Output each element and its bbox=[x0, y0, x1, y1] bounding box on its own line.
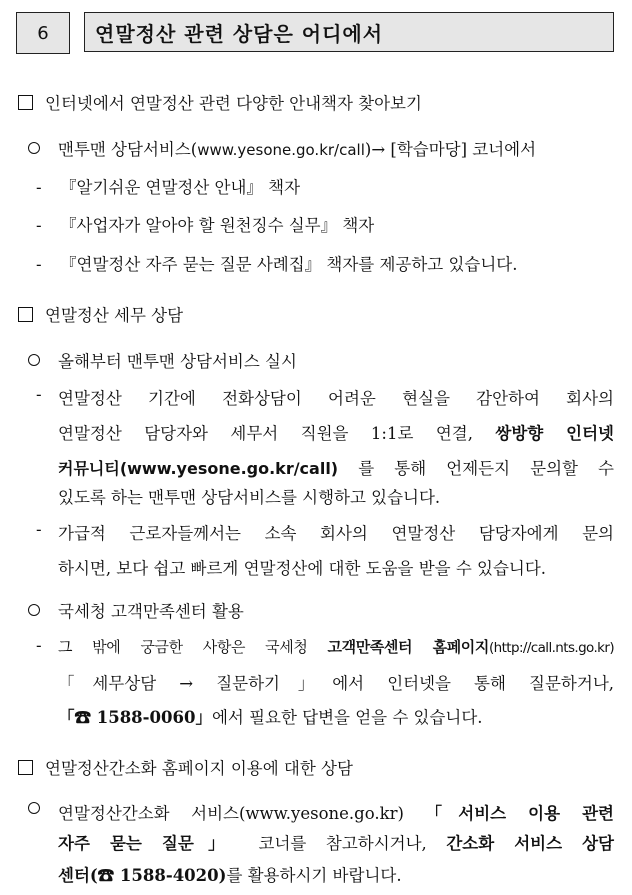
para1-line2: 연말정산 담당자와 세무서 직원을 1:1로 연결, 쌍방향 인터넷 bbox=[58, 424, 614, 443]
section1-bullet: 맨투맨 상담서비스(www.yesone.go.kr/call)→ [학습마당] 코너에서 bbox=[28, 136, 536, 160]
para2-line2: 하시면, 보다 쉽고 빠르게 연말정산에 대한 도움을 받을 수 있습니다. bbox=[58, 559, 547, 578]
section1-item: - 『연말정산 자주 묻는 질문 사례집』 책자를 제공하고 있습니다. bbox=[36, 255, 518, 274]
para2-line1: 가급적 근로자들께서는 소속 회사의 연말정산 담당자에게 문의 bbox=[58, 524, 614, 543]
para3-line3: 「☎ 1588-0060」에서 필요한 답변을 얻을 수 있습니다. bbox=[58, 708, 483, 727]
circle-bullet-icon bbox=[28, 802, 40, 814]
section3-line2: 자주 묻는 질문」 코너를 참고하시거나, 간소화 서비스 상담 bbox=[58, 834, 614, 853]
para3-line2: 「세무상담 → 질문하기」에서 인터넷을 통해 질문하거나, bbox=[58, 674, 614, 693]
section1-item: - 『알기쉬운 연말정산 안내』 책자 bbox=[36, 178, 301, 197]
para1-line4: 있도록 하는 맨투맨 상담서비스를 시행하고 있습니다. bbox=[58, 488, 441, 507]
yesone-call-link[interactable]: www.yesone.go.kr/call bbox=[197, 141, 365, 159]
para3-dash: - bbox=[36, 636, 42, 655]
nts-call-link[interactable]: (http://call.nts.go.kr) bbox=[488, 640, 614, 656]
para1-dash: - bbox=[36, 385, 42, 404]
para3-line1: 그 밖에 궁금한 사항은 국세청 고객만족센터 홈페이지(http://call.nts.go.kr) bbox=[58, 638, 614, 656]
section3-bullet bbox=[28, 800, 58, 819]
section-number-box bbox=[16, 12, 70, 54]
circle-bullet-icon bbox=[28, 604, 40, 616]
square-bullet-icon bbox=[18, 95, 33, 110]
square-bullet-icon bbox=[18, 307, 33, 322]
para2-dash: - bbox=[36, 520, 42, 539]
square-bullet-icon bbox=[18, 760, 33, 775]
section2-bullet2: 국세청 고객만족센터 활용 bbox=[28, 598, 244, 622]
section2-bullet1: 올해부터 맨투맨 상담서비스 실시 bbox=[28, 348, 297, 372]
circle-bullet-icon bbox=[28, 142, 40, 154]
para1-line3: 커뮤니티(www.yesone.go.kr/call) 를 통해 언제든지 문의할 수 bbox=[58, 459, 614, 478]
section3-heading: 연말정산간소화 홈페이지 이용에 대한 상담 bbox=[18, 755, 353, 779]
section3-line1: 연말정산간소화 서비스(www.yesone.go.kr) 「서비스 이용 관련 bbox=[58, 804, 614, 823]
section-number: 6 bbox=[37, 22, 49, 44]
circle-bullet-icon bbox=[28, 354, 40, 366]
section1-heading: 인터넷에서 연말정산 관련 다양한 안내책자 찾아보기 bbox=[18, 90, 422, 114]
para1-line1: 연말정산 기간에 전화상담이 어려운 현실을 감안하여 회사의 bbox=[58, 389, 614, 408]
page-title: 연말정산 관련 상담은 어디에서 bbox=[84, 12, 614, 52]
section1-item: - 『사업자가 알아야 할 원천징수 실무』 책자 bbox=[36, 216, 375, 235]
section3-line3: 센터(☎ 1588-4020)를 활용하시기 바랍니다. bbox=[58, 866, 402, 885]
section2-heading: 연말정산 세무 상담 bbox=[18, 302, 183, 326]
